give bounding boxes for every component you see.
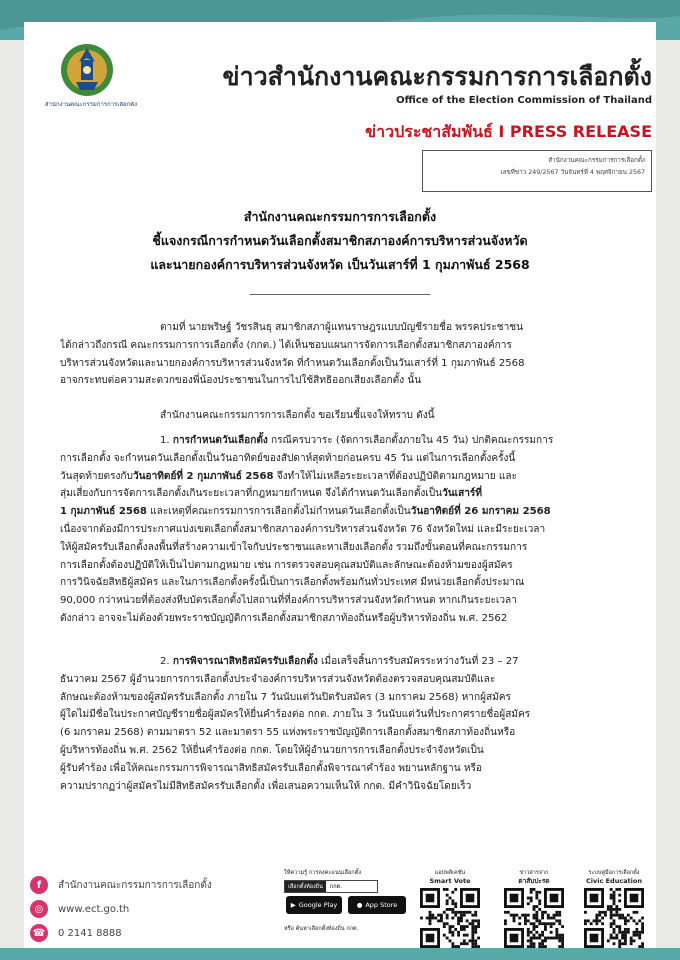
office-title-english: Office of the Election Commission of Thailand xyxy=(396,95,652,106)
app-search-box xyxy=(284,880,378,893)
phone-contact[interactable] xyxy=(30,924,122,942)
point-1-line: ดังกล่าว อาจจะไม่ต้องด้วยพระราชบัญญัติการเลือกตั้งสมาชิกสภาท้องถิ่นหรือผู้บริหารท้องถิ่น พ.ศ. 2562 xyxy=(60,612,508,624)
release-title-line-2: ชี้แจงกรณีการกำหนดวันเลือกตั้งสมาชิกสภาองค์การบริหารส่วนจังหวัด xyxy=(152,233,528,248)
reference-number: เลขที่ข่าว 249/2567 วันจันทร์ที่ 4 พฤศจิกายน 2567 xyxy=(500,169,645,176)
intro-paragraph xyxy=(60,319,620,390)
phone-number: 0 2141 8888 xyxy=(58,927,122,939)
qr-title: Civic Education xyxy=(586,877,642,885)
office-title-thai: ข่าวสำนักงานคณะกรรมการการเลือกตั้ง xyxy=(222,62,652,91)
point-1-text: สุ่มเสี่ยงกับการจัดการเลือกตั้งเกินระยะเวลาที่กฎหมายกำหนด จึงได้กำหนดวันเลือกตั้งเป็น xyxy=(60,488,443,500)
point-1-paragraph xyxy=(60,432,620,628)
qr-caption: ระบบคู่มือการเลือกตั้ง xyxy=(588,870,640,876)
facebook-contact[interactable] xyxy=(30,876,212,894)
point-1-line: การวินิจฉัยสิทธิผู้สมัคร และในการเลือกตั้งครั้งนี้เป็นการเลือกตั้งพร้อมกันทั่วประเทศ มีหน่วยเลือกตั้งประมาณ xyxy=(60,577,525,589)
qr-caption: ข่าวสารจาก xyxy=(519,870,549,876)
point-1-heading: การกำหนดวันเลือกตั้ง xyxy=(172,435,268,446)
intro-line: ได้กล่าวถึงกรณี คณะกรรมการการเลือกตั้ง (กกต.) ได้เห็นชอบแผนการจัดการเลือกตั้งสมาชิกสภาองค์การ xyxy=(60,339,512,351)
point-1-line: การเลือกตั้งต้องปฏิบัติให้เป็นไปตามกฎหมาย เช่น การตรวจสอบคุณสมบัติและลักษณะต้องห้ามของผู้สมัคร xyxy=(60,559,513,571)
point-1-emphasis: 1 กุมภาพันธ์ 2568 xyxy=(60,506,147,518)
point-1-line: ให้ผู้สมัครรับเลือกตั้งลงพื้นที่สร้างความเข้าใจกับประชาชนและหาเสียงเลือกตั้ง รวมถึงขั้นตอนที่คณะกรรมการ xyxy=(60,541,528,553)
point-1-text: และเหตุที่คณะกรรมการการเลือกตั้งไม่กำหนดวันเลือกตั้งเป็น xyxy=(146,506,411,518)
app-store-badge[interactable] xyxy=(348,896,406,914)
press-release-label: ข่าวประชาสัมพันธ์ I PRESS RELEASE xyxy=(365,122,652,141)
qr-title: ตาสับปะรด xyxy=(518,877,550,885)
point-2-line: ธันวาคม 2567 ผู้อำนวยการการเลือกตั้งประจำองค์การบริหารส่วนจังหวัดต้องตรวจสอบคุณสมบัติและ xyxy=(60,673,496,685)
phone-icon: ☎ xyxy=(30,924,48,942)
app-search-label: เลือกตั้งท้องถิ่น xyxy=(285,881,326,892)
qr-caption: แอปพลิเคชัน xyxy=(434,870,466,876)
reference-box xyxy=(422,150,652,192)
point-2-heading: การพิจารณาสิทธิสมัครรับเลือกตั้ง xyxy=(172,656,318,667)
globe-icon: ◎ xyxy=(30,900,48,918)
point-1-line: เนื่องจากต้องมีการประกาศแบ่งเขตเลือกตั้งสมาชิกสภาองค์การบริหารส่วนจังหวัด 76 จังหวัดใหม่ และมีระยะเวลา xyxy=(60,523,546,535)
play-icon: ▶ xyxy=(290,901,296,909)
app-search-note: หรือ ค้นหาเลือกตั้งท้องถิ่น กกต. xyxy=(284,926,359,932)
announce-line: สำนักงานคณะกรรมการการเลือกตั้ง ขอเรียนชี้แจงให้ทราบ ดังนี้ xyxy=(160,410,435,421)
google-play-badge[interactable] xyxy=(286,896,342,914)
website-url: www.ect.go.th xyxy=(58,903,130,915)
intro-line: ตามที่ นายพริษฐ์ วัชรสินธุ สมาชิกสภาผู้แทนราษฎรแบบบัญชีรายชื่อ พรรคประชาชน xyxy=(160,322,524,333)
title-separator xyxy=(250,294,430,295)
google-play-label: Google Play xyxy=(298,901,338,909)
qr-smart-vote[interactable] xyxy=(412,870,488,948)
website-contact[interactable] xyxy=(30,900,129,918)
app-search-value: กกต. xyxy=(329,883,342,890)
point-2-line: ความปรากฏว่าผู้สมัครไม่มีสิทธิสมัครรับเลือกตั้ง เพื่อเสนอความเห็นให้ กกต. มีคำวินิจฉัยโดยเร็ว xyxy=(60,780,472,792)
release-title-line-1: สำนักงานคณะกรรมการการเลือกตั้ง xyxy=(243,209,437,224)
facebook-icon: f xyxy=(30,876,48,894)
point-1-text: กรณีครบวาระ (จัดการเลือกตั้งภายใน 45 วัน) ปกติคณะกรรมการ xyxy=(267,435,554,446)
point-1-line: 90,000 กว่าหน่วยที่ต้องส่งหีบบัตรเลือกตั้งไปสถานที่ที่องค์การบริหารส่วนจังหวัดกำหนด หากเกินระยะเวลา xyxy=(60,595,517,607)
qr-code-icon xyxy=(584,888,644,948)
release-title-line-3: และนายกองค์การบริหารส่วนจังหวัด เป็นวันเสาร์ที่ 1 กุมภาพันธ์ 2568 xyxy=(150,257,530,272)
intro-line: อาจกระทบต่อความสะดวกของพี่น้องประชาชนในการไปใช้สิทธิออกเสียงเลือกตั้ง นั้น xyxy=(60,375,422,387)
facebook-page-name: สำนักงานคณะกรรมการการเลือกตั้ง xyxy=(58,879,212,891)
ect-emblem-logo xyxy=(54,40,120,98)
point-2-text: เมื่อเสร็จสิ้นการรับสมัครระหว่างวันที่ 23 – 27 xyxy=(317,656,519,667)
point-2-number: 2. xyxy=(160,656,170,667)
qr-civic-education[interactable] xyxy=(576,870,652,948)
point-1-emphasis: วันอาทิตย์ที่ 26 มกราคม 2568 xyxy=(410,506,551,518)
qr-code-icon xyxy=(504,888,564,948)
apple-icon: ● xyxy=(356,901,363,909)
point-1-text: จึงทำให้ไม่เหลือระยะเวลาที่ต้องปฏิบัติตามกฎหมาย และ xyxy=(273,470,518,482)
point-1-emphasis: วันอาทิตย์ที่ 2 กุมภาพันธ์ 2568 xyxy=(132,470,274,482)
logo-caption: สำนักงานคณะกรรมการการเลือกตั้ง xyxy=(44,102,138,108)
reference-office: สำนักงานคณะกรรมการการเลือกตั้ง xyxy=(548,157,645,164)
intro-line: บริหารส่วนจังหวัดและนายกองค์การบริหารส่วนจังหวัด ที่กำหนดวันเลือกตั้งเป็นวันเสาร์ที่ 1 กุมภาพันธ์ 2568 xyxy=(60,357,525,369)
point-1-number: 1. xyxy=(160,435,170,446)
point-1-text: วันสุดท้ายตรงกับ xyxy=(60,470,133,482)
app-promo-text: ให้ความรู้ การลงคะแนนเลือกตั้ง xyxy=(284,870,362,876)
qr-title: Smart Vote xyxy=(429,877,471,885)
qr-tasapparot[interactable] xyxy=(496,870,572,948)
point-1-line: การเลือกตั้ง จะกำหนดวันเลือกตั้งเป็นวันอาทิตย์ของสัปดาห์สุดท้ายก่อนครบ 45 วัน แต่ในการเลือกตั้งครั้งนี้ xyxy=(60,452,516,464)
point-2-paragraph xyxy=(60,653,620,795)
point-1-emphasis: วันเสาร์ที่ xyxy=(442,488,482,500)
point-2-line: ผู้ใดไม่มีชื่อในประกาศบัญชีรายชื่อผู้สมัครให้ยื่นคำร้องต่อ กกต. ภายใน 3 วันนับแต่วันที่ประกาศรายชื่อผู้สมัคร xyxy=(60,709,531,721)
point-2-line: ผู้บริหารท้องถิ่น พ.ศ. 2562 ให้ยื่นคำร้องต่อ กกต. โดยให้ผู้อำนวยการการเลือกตั้งประจำจังหวัดเป็น xyxy=(60,744,484,756)
app-store-label: App Store xyxy=(365,901,398,909)
point-2-line: (6 มกราคม 2568) ตามมาตรา 52 และมาตรา 55 แห่งพระราชบัญญัติการเลือกตั้งสมาชิกสภาท้องถิ่นหรือ xyxy=(60,727,516,739)
qr-code-icon xyxy=(420,888,480,948)
point-2-line: ลักษณะต้องห้ามของผู้สมัครรับเลือกตั้ง ภายใน 7 วันนับแต่วันปิดรับสมัคร (3 มกราคม 2568) หากผู้สมัคร xyxy=(60,691,511,703)
point-2-line: ผู้รับคำร้อง เพื่อให้คณะกรรมการพิจารณาสิทธิสมัครรับเลือกตั้งพิจารณาคำร้อง พยานหลักฐาน หรือ xyxy=(60,762,482,774)
